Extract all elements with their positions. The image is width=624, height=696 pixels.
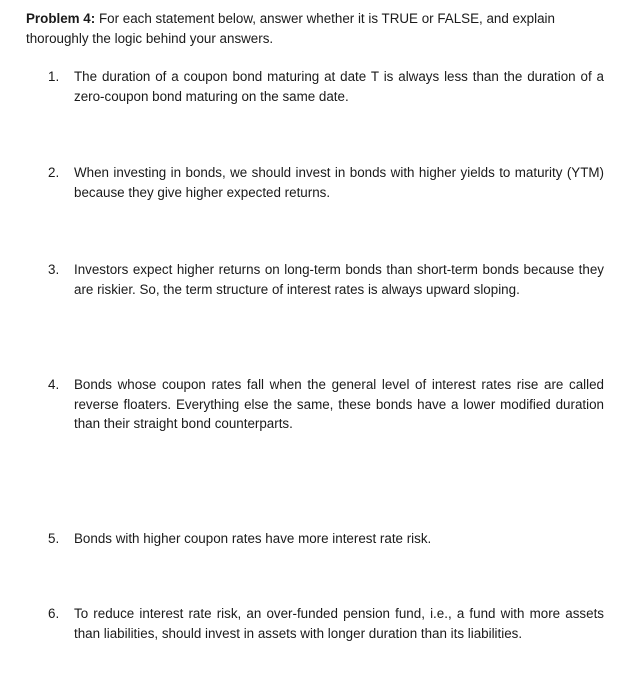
statement-number: 6. xyxy=(48,606,60,621)
statement-item-1 xyxy=(48,67,604,106)
statement-number: 4. xyxy=(48,377,60,392)
statement-item-3 xyxy=(48,260,604,299)
statement-number: 3. xyxy=(48,262,60,277)
statement-item-6 xyxy=(48,604,604,643)
statement-text: To reduce interest rate risk, an over-funded pension fund, i.e., a fund with more assets than liabilities, should invest in assets with longer duration than its liabilities. xyxy=(74,606,604,641)
statement-number: 5. xyxy=(48,531,60,546)
statement-text: Investors expect higher returns on long-term bonds than short-term bonds because they are riskier. So, the term structure of interest rates is always upward sloping. xyxy=(74,262,604,297)
statement-text: Bonds with higher coupon rates have more interest rate risk. xyxy=(74,531,432,546)
statement-number: 2. xyxy=(48,165,60,180)
problem-heading: Problem 4: xyxy=(26,11,96,26)
problem-instructions: For each statement below, answer whether it is TRUE or FALSE, and explain thoroughly the logic behind your answers. xyxy=(26,11,555,46)
statement-text: The duration of a coupon bond maturing at date T is always less than the duration of a zero-coupon bond maturing on the same date. xyxy=(74,69,604,104)
statement-number: 1. xyxy=(48,69,60,84)
statement-text: When investing in bonds, we should invest in bonds with higher yields to maturity (YTM) because they give higher expected returns. xyxy=(74,165,604,200)
statement-item-2 xyxy=(48,163,604,202)
statement-item-5 xyxy=(48,529,604,549)
problem-intro xyxy=(26,9,604,48)
statement-item-4 xyxy=(48,375,604,434)
statement-text: Bonds whose coupon rates fall when the general level of interest rates rise are called reverse floaters. Everything else the same, these bonds have a lower modified duration than their straight bond counterparts. xyxy=(74,377,604,431)
